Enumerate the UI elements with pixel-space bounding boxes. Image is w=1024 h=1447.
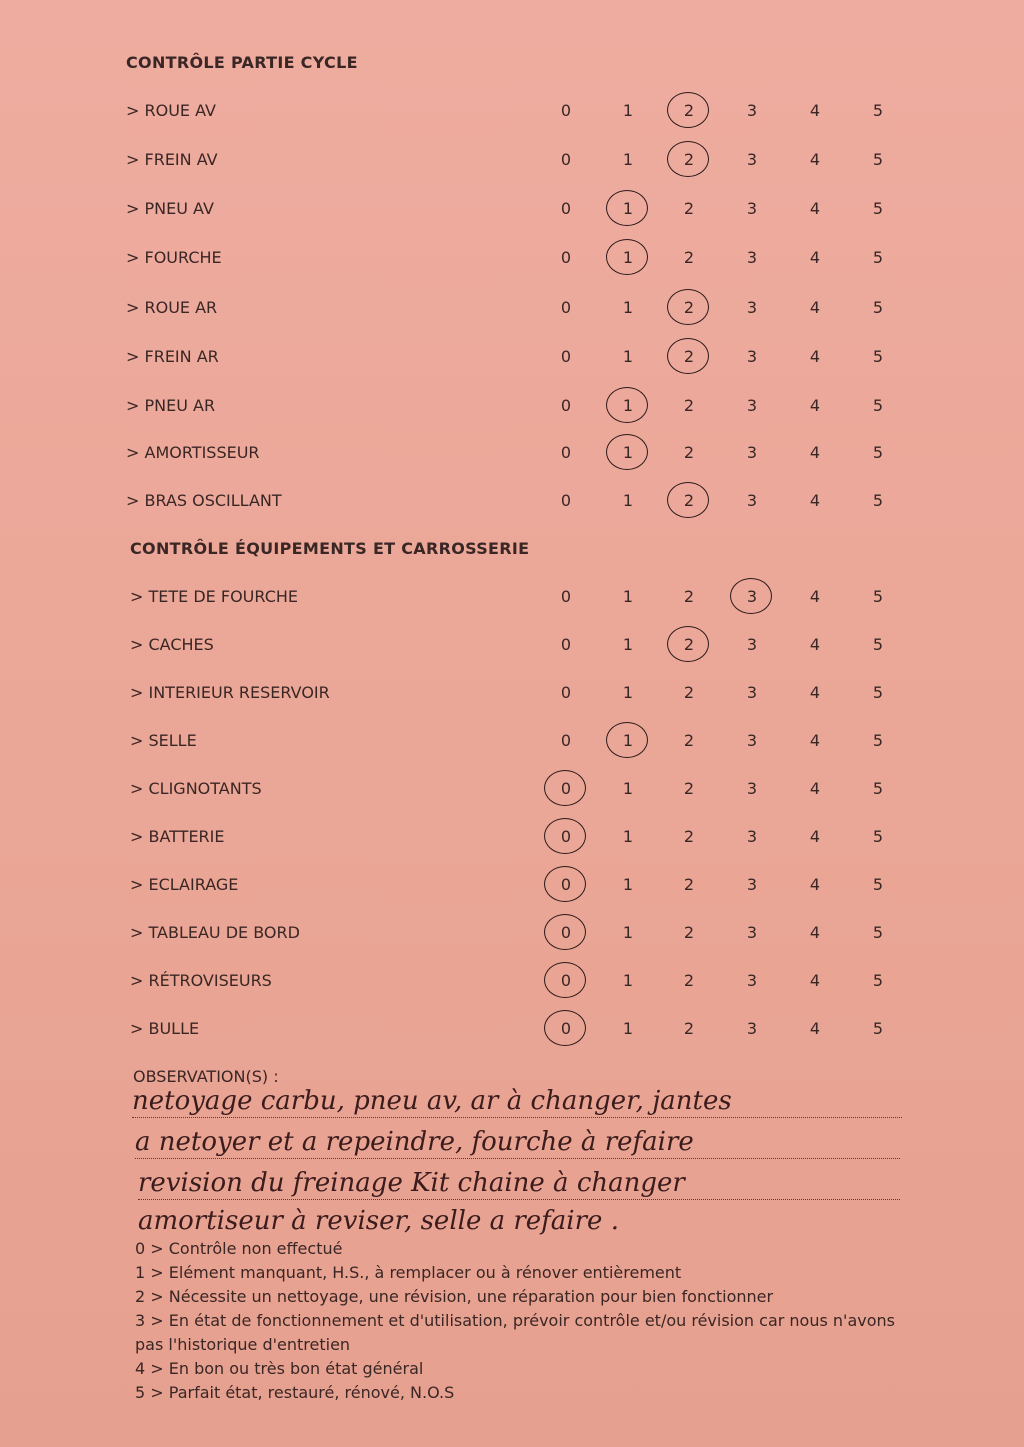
score-option-selected: 3 — [742, 587, 762, 606]
checklist-item-label: > SELLE — [130, 731, 197, 750]
score-option-selected: 0 — [556, 1019, 576, 1038]
score-option: 5 — [872, 101, 884, 120]
score-option: 5 — [872, 827, 884, 846]
score-option: 5 — [872, 971, 884, 990]
score-option: 3 — [746, 248, 758, 267]
score-option: 4 — [809, 731, 821, 750]
checklist-item-label: > TABLEAU DE BORD — [130, 923, 300, 942]
checklist-item-label: > FOURCHE — [126, 248, 222, 267]
score-option: 4 — [809, 971, 821, 990]
checklist-item-label: > INTERIEUR RESERVOIR — [130, 683, 330, 702]
score-option-selected: 0 — [556, 971, 576, 990]
score-option: 3 — [746, 101, 758, 120]
score-option-selected: 2 — [679, 298, 699, 317]
score-option: 3 — [746, 199, 758, 218]
score-option: 3 — [746, 298, 758, 317]
score-option: 2 — [683, 923, 695, 942]
checklist-row — [0, 587, 1024, 617]
checklist-row — [0, 827, 1024, 857]
checklist-item-label: > FREIN AV — [126, 150, 218, 169]
score-option: 0 — [560, 101, 572, 120]
checklist-row — [0, 779, 1024, 809]
section-title-cycle: CONTRÔLE PARTIE CYCLE — [126, 53, 358, 72]
score-option: 4 — [809, 248, 821, 267]
score-option: 5 — [872, 396, 884, 415]
score-option-selected: 1 — [618, 731, 638, 750]
checklist-row — [0, 683, 1024, 713]
score-option-selected: 1 — [618, 248, 638, 267]
score-option: 1 — [622, 587, 634, 606]
score-option: 5 — [872, 635, 884, 654]
score-option-selected: 0 — [556, 875, 576, 894]
score-option: 3 — [746, 635, 758, 654]
score-option: 0 — [560, 199, 572, 218]
checklist-row — [0, 298, 1024, 328]
score-option: 1 — [622, 101, 634, 120]
checklist-row — [0, 248, 1024, 278]
score-option: 3 — [746, 347, 758, 366]
checklist-row — [0, 971, 1024, 1001]
legend-item: 1 > Elément manquant, H.S., à remplacer ou à rénover entièrement — [135, 1263, 682, 1282]
score-option: 0 — [560, 491, 572, 510]
score-option: 3 — [746, 491, 758, 510]
score-option: 3 — [746, 683, 758, 702]
checklist-item-label: > AMORTISSEUR — [126, 443, 260, 462]
score-option: 4 — [809, 396, 821, 415]
checklist-row — [0, 443, 1024, 473]
score-option: 3 — [746, 875, 758, 894]
observation-line: netoyage carbu, pneu av, ar à changer, jantes — [132, 1086, 902, 1118]
checklist-row — [0, 491, 1024, 521]
checklist-row — [0, 199, 1024, 229]
checklist-row — [0, 396, 1024, 426]
score-option: 1 — [622, 683, 634, 702]
score-option: 3 — [746, 150, 758, 169]
checklist-item-label: > FREIN AR — [126, 347, 219, 366]
score-option: 5 — [872, 779, 884, 798]
checklist-item-label: > BULLE — [130, 1019, 200, 1038]
score-option: 5 — [872, 731, 884, 750]
score-option: 1 — [622, 347, 634, 366]
score-option-selected: 2 — [679, 150, 699, 169]
score-option: 1 — [622, 1019, 634, 1038]
score-option: 2 — [683, 587, 695, 606]
score-option: 2 — [683, 248, 695, 267]
score-option: 4 — [809, 443, 821, 462]
checklist-row — [0, 635, 1024, 665]
score-option: 1 — [622, 875, 634, 894]
score-option: 0 — [560, 298, 572, 317]
score-option-selected: 0 — [556, 827, 576, 846]
checklist-item-label: > ROUE AR — [126, 298, 218, 317]
score-option: 0 — [560, 150, 572, 169]
score-option: 3 — [746, 779, 758, 798]
score-option-selected: 2 — [679, 347, 699, 366]
checklist-item-label: > CLIGNOTANTS — [130, 779, 262, 798]
checklist-row — [0, 347, 1024, 377]
score-option: 3 — [746, 731, 758, 750]
score-option: 1 — [622, 298, 634, 317]
score-option-selected: 1 — [618, 443, 638, 462]
section-title-equipment: CONTRÔLE ÉQUIPEMENTS ET CARROSSERIE — [130, 539, 530, 558]
score-option-selected: 1 — [618, 199, 638, 218]
score-option: 2 — [683, 1019, 695, 1038]
checklist-row — [0, 875, 1024, 905]
observation-line: revision du freinage Kit chaine à changer — [138, 1168, 900, 1200]
score-option-selected: 2 — [679, 491, 699, 510]
score-option: 3 — [746, 923, 758, 942]
score-option: 5 — [872, 347, 884, 366]
score-option: 0 — [560, 587, 572, 606]
legend-item: 4 > En bon ou très bon état général — [135, 1359, 424, 1378]
score-option: 4 — [809, 779, 821, 798]
score-option: 2 — [683, 443, 695, 462]
score-option: 1 — [622, 827, 634, 846]
legend-item: 3 > En état de fonctionnement et d'utilisation, prévoir contrôle et/ou révision car nous n'avons pas l'historique d'entretien — [135, 1311, 895, 1354]
score-option: 2 — [683, 779, 695, 798]
score-option: 3 — [746, 396, 758, 415]
score-option: 5 — [872, 150, 884, 169]
score-option: 1 — [622, 923, 634, 942]
score-option: 5 — [872, 587, 884, 606]
score-option: 0 — [560, 443, 572, 462]
score-option: 0 — [560, 248, 572, 267]
observation-line: a netoyer et a repeindre, fourche à refaire — [135, 1127, 900, 1159]
legend-item: 2 > Nécessite un nettoyage, une révision, une réparation pour bien fonctionner — [135, 1287, 774, 1306]
score-option-selected: 0 — [556, 923, 576, 942]
score-option-selected: 2 — [679, 635, 699, 654]
score-option: 0 — [560, 635, 572, 654]
score-option: 3 — [746, 1019, 758, 1038]
score-option: 5 — [872, 443, 884, 462]
score-option-selected: 2 — [679, 101, 699, 120]
score-option-selected: 0 — [556, 779, 576, 798]
score-option: 4 — [809, 923, 821, 942]
score-option: 2 — [683, 396, 695, 415]
observations-label: OBSERVATION(S) : — [133, 1067, 279, 1086]
score-option: 1 — [622, 635, 634, 654]
score-option: 2 — [683, 971, 695, 990]
checklist-item-label: > PNEU AV — [126, 199, 214, 218]
score-option: 4 — [809, 491, 821, 510]
score-option: 0 — [560, 347, 572, 366]
score-option: 4 — [809, 683, 821, 702]
checklist-item-label: > RÉTROVISEURS — [130, 971, 272, 990]
checklist-row — [0, 101, 1024, 131]
legend-item: 5 > Parfait état, restauré, rénové, N.O.S — [135, 1383, 455, 1402]
score-option: 5 — [872, 298, 884, 317]
score-option: 2 — [683, 731, 695, 750]
score-option-selected: 1 — [618, 396, 638, 415]
checklist-item-label: > TETE DE FOURCHE — [130, 587, 298, 606]
checklist-item-label: > BATTERIE — [130, 827, 225, 846]
checklist-row — [0, 1019, 1024, 1049]
score-option: 5 — [872, 491, 884, 510]
checklist-row — [0, 150, 1024, 180]
score-option: 5 — [872, 923, 884, 942]
checklist-item-label: > ROUE AV — [126, 101, 216, 120]
score-option: 2 — [683, 683, 695, 702]
score-option: 1 — [622, 150, 634, 169]
score-option: 3 — [746, 827, 758, 846]
score-option: 4 — [809, 298, 821, 317]
score-option: 2 — [683, 199, 695, 218]
score-option: 4 — [809, 1019, 821, 1038]
score-option: 3 — [746, 971, 758, 990]
score-option: 5 — [872, 199, 884, 218]
score-option: 3 — [746, 443, 758, 462]
checklist-row — [0, 923, 1024, 953]
score-option: 0 — [560, 731, 572, 750]
score-option: 5 — [872, 248, 884, 267]
score-option: 2 — [683, 875, 695, 894]
rating-legend — [135, 1237, 895, 1405]
score-option: 4 — [809, 875, 821, 894]
score-option: 1 — [622, 971, 634, 990]
score-option: 4 — [809, 635, 821, 654]
score-option: 2 — [683, 827, 695, 846]
score-option: 1 — [622, 779, 634, 798]
score-option: 0 — [560, 683, 572, 702]
score-option: 4 — [809, 827, 821, 846]
score-option: 4 — [809, 347, 821, 366]
score-option: 1 — [622, 491, 634, 510]
score-option: 5 — [872, 875, 884, 894]
score-option: 4 — [809, 101, 821, 120]
legend-item: 0 > Contrôle non effectué — [135, 1239, 343, 1258]
checklist-item-label: > BRAS OSCILLANT — [126, 491, 282, 510]
score-option: 4 — [809, 150, 821, 169]
score-option: 5 — [872, 1019, 884, 1038]
checklist-item-label: > CACHES — [130, 635, 214, 654]
score-option: 5 — [872, 683, 884, 702]
observation-line: amortiseur à reviser, selle a refaire . — [138, 1206, 619, 1236]
score-option: 0 — [560, 396, 572, 415]
score-option: 4 — [809, 587, 821, 606]
checklist-item-label: > PNEU AR — [126, 396, 216, 415]
checklist-row — [0, 731, 1024, 761]
checklist-item-label: > ECLAIRAGE — [130, 875, 239, 894]
score-option: 4 — [809, 199, 821, 218]
